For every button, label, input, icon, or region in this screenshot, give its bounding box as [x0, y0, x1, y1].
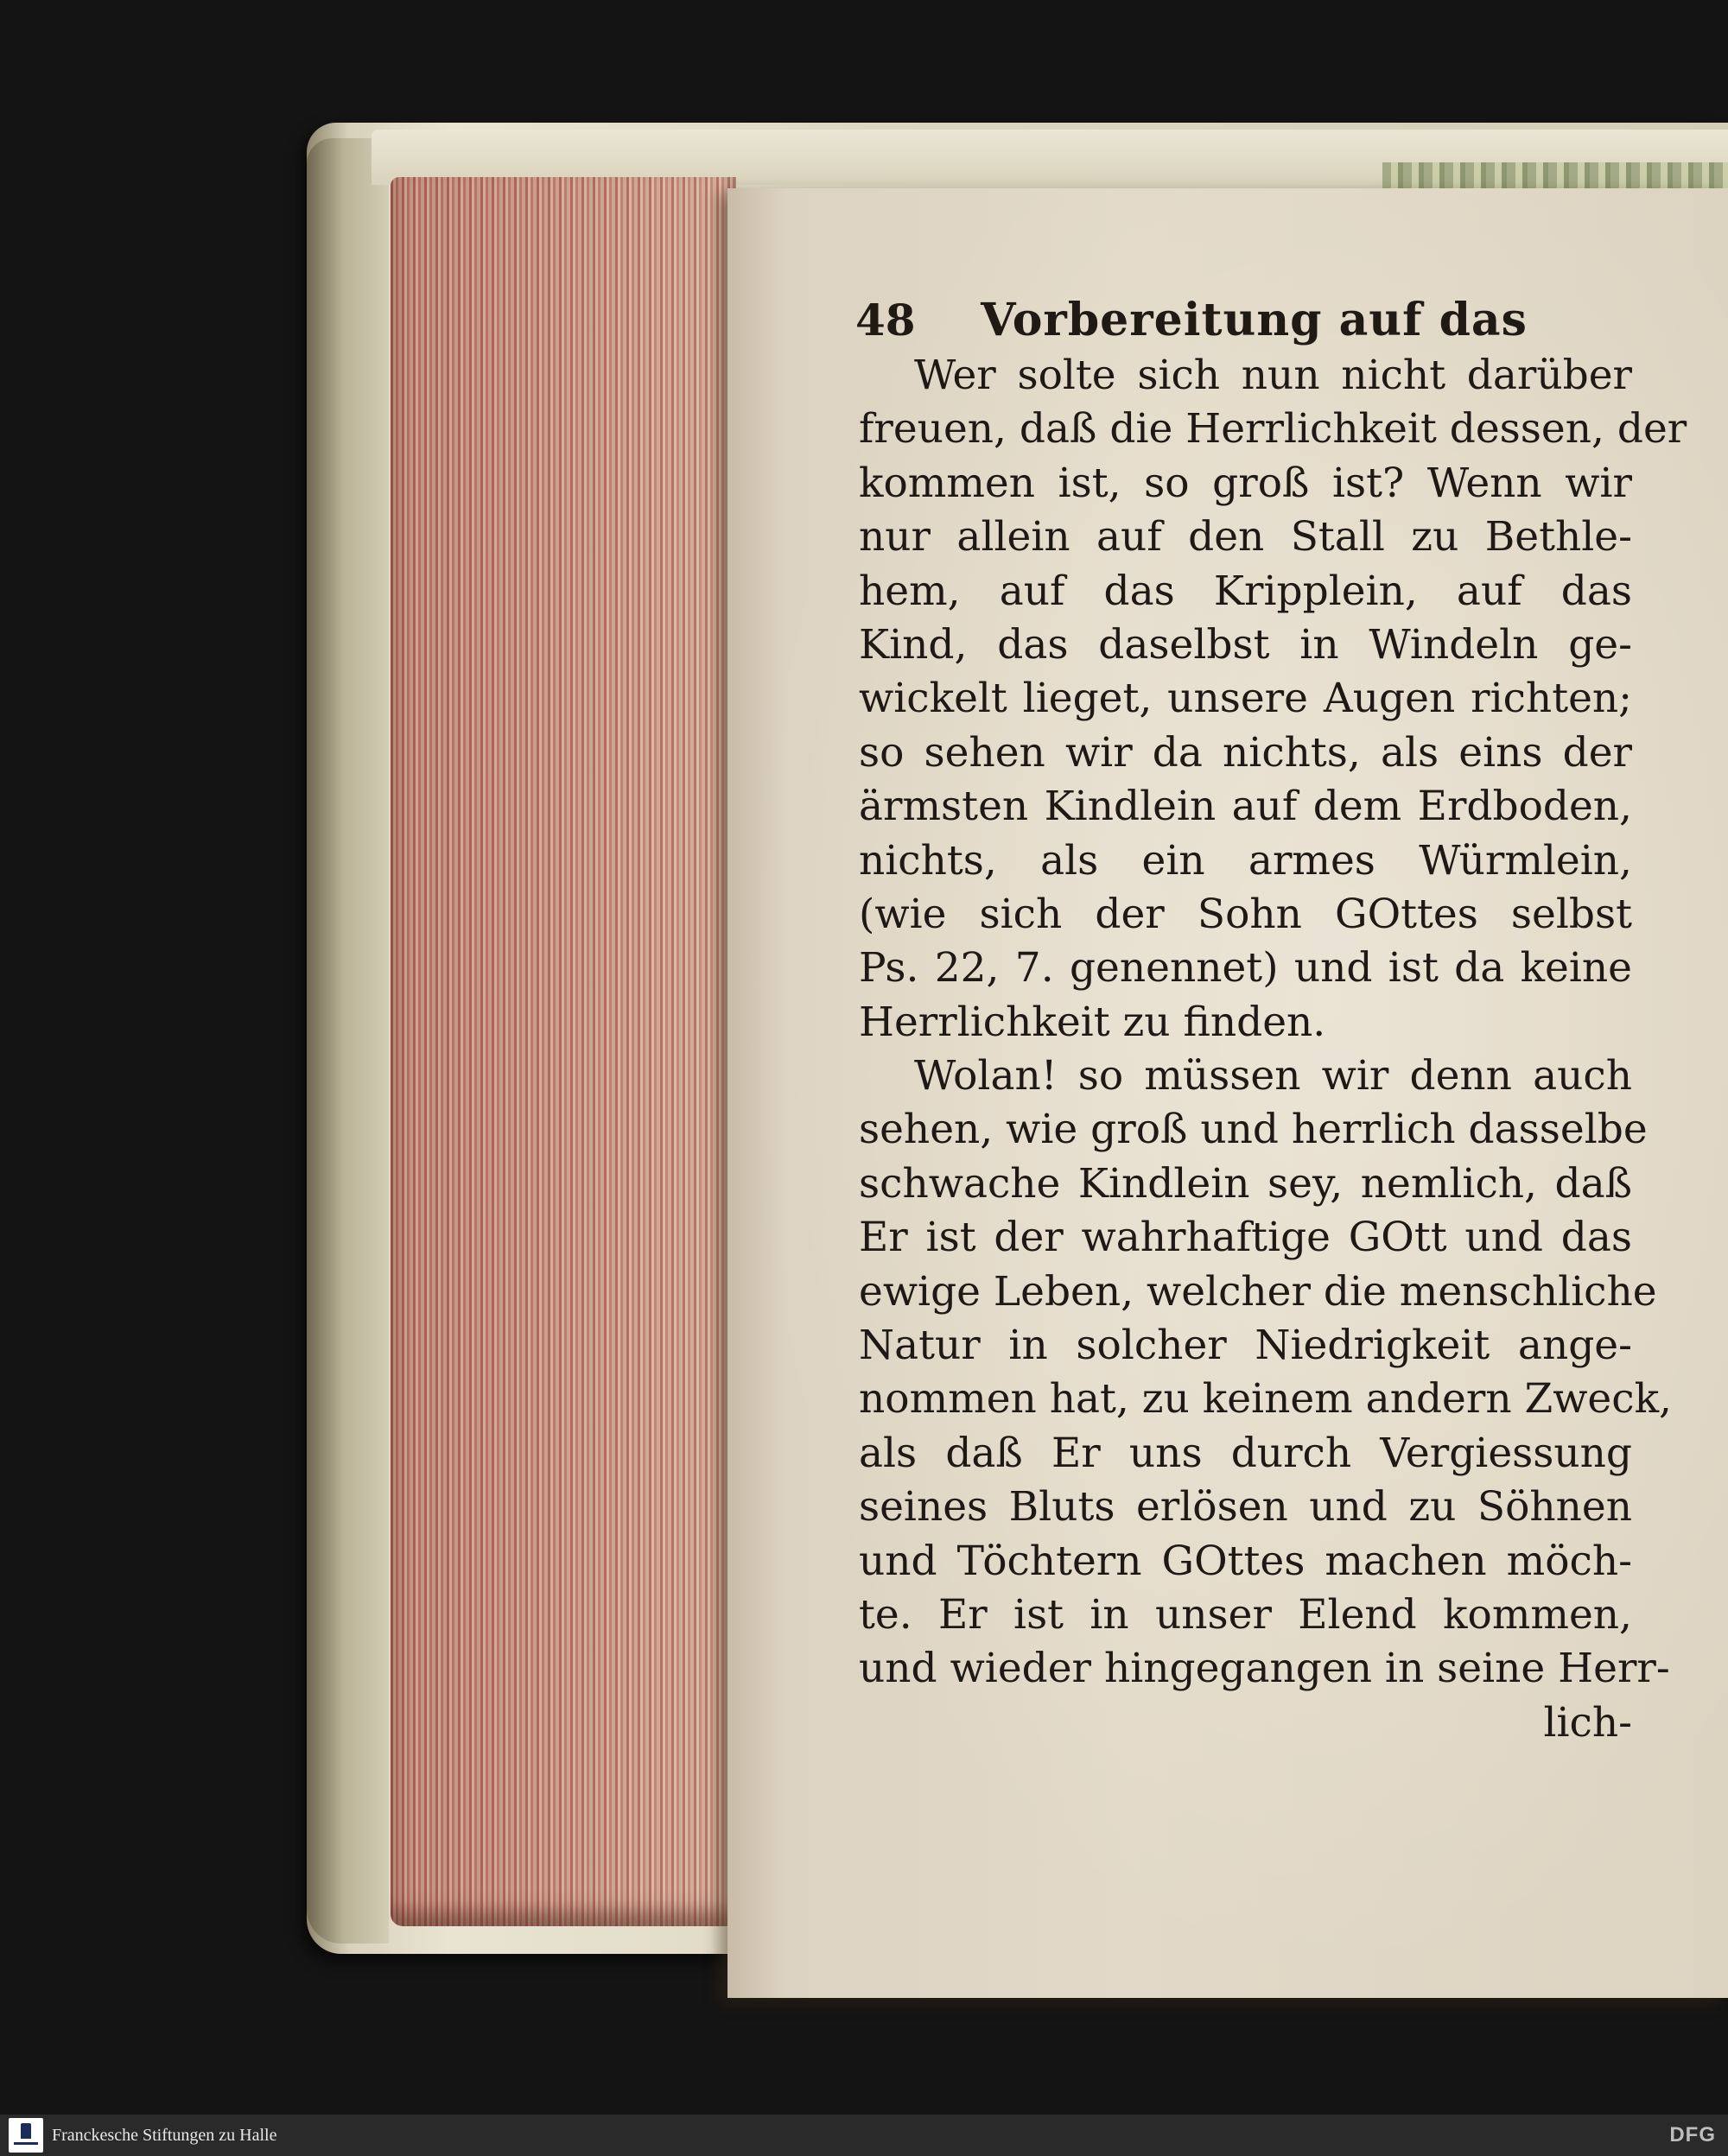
page-text: [859, 349, 1687, 1750]
francke-foundations-logo-icon: [9, 2118, 43, 2153]
dfg-logo: DFG: [1669, 2123, 1716, 2146]
text-line: wickelt lieget, unsere Augen richten;: [859, 675, 1632, 723]
text-line: nichts, als ein armes Würmlein,: [859, 836, 1632, 885]
text-line: Ps. 22, 7. genennet) und ist da keine: [859, 944, 1632, 992]
running-head: Vorbereitung auf das: [981, 294, 1528, 346]
text-line: so sehen wir da nichts, als eins der: [859, 728, 1632, 777]
text-line: te. Er ist in unser Elend kommen,: [859, 1590, 1632, 1639]
text-line: und Töchtern GOttes machen möch-: [859, 1537, 1632, 1585]
logo-base: [14, 2142, 38, 2145]
text-line: Natur in solcher Niedrigkeit ange-: [859, 1322, 1632, 1370]
text-line: Kind, das daselbst in Windeln ge-: [859, 620, 1632, 669]
text-line: Herrlichkeit zu finden.: [859, 998, 1326, 1046]
book-spine: [307, 138, 389, 1944]
text-line: hem, auf das Kripplein, auf das: [859, 567, 1632, 615]
page-edges: [391, 177, 736, 1926]
text-line: sehen, wie groß und herrlich dasselbe: [859, 1106, 1648, 1154]
page-header: [855, 294, 1528, 346]
text-line: Er ist der wahrhaftige GOtt und das: [859, 1214, 1632, 1262]
text-line: ewige Leben, welcher die menschliche: [859, 1267, 1657, 1316]
viewer-footer: [0, 2115, 1728, 2156]
book-page: [727, 188, 1728, 1998]
text-line: Wolan! so müssen wir denn auch: [914, 1052, 1632, 1100]
bookmark-ribbon: [1382, 162, 1728, 188]
text-line: kommen ist, so groß ist? Wenn wir: [859, 459, 1632, 507]
text-line: nommen hat, zu keinem andern Zweck,: [859, 1375, 1672, 1424]
page-number: 48: [855, 295, 916, 346]
text-line: als daß Er uns durch Vergiessung: [859, 1429, 1632, 1477]
text-line: freuen, daß die Herrlichkeit dessen, der: [859, 405, 1687, 453]
text-line: seines Bluts erlösen und zu Söhnen: [859, 1483, 1632, 1531]
text-line: Wer solte sich nun nicht darüber: [914, 352, 1632, 399]
institution-name: Franckesche Stiftungen zu Halle: [52, 2126, 277, 2145]
text-line: und wieder hingegangen in seine Herr-: [859, 1645, 1670, 1693]
text-line: (wie sich der Sohn GOttes selbst: [859, 890, 1632, 938]
text-line: ärmsten Kindlein auf dem Erdboden,: [859, 783, 1632, 831]
text-line: schwache Kindlein sey, nemlich, daß: [859, 1159, 1632, 1208]
logo-mark: [21, 2123, 31, 2139]
catchword: lich-: [1543, 1698, 1632, 1747]
text-line: nur allein auf den Stall zu Bethle-: [859, 513, 1632, 561]
